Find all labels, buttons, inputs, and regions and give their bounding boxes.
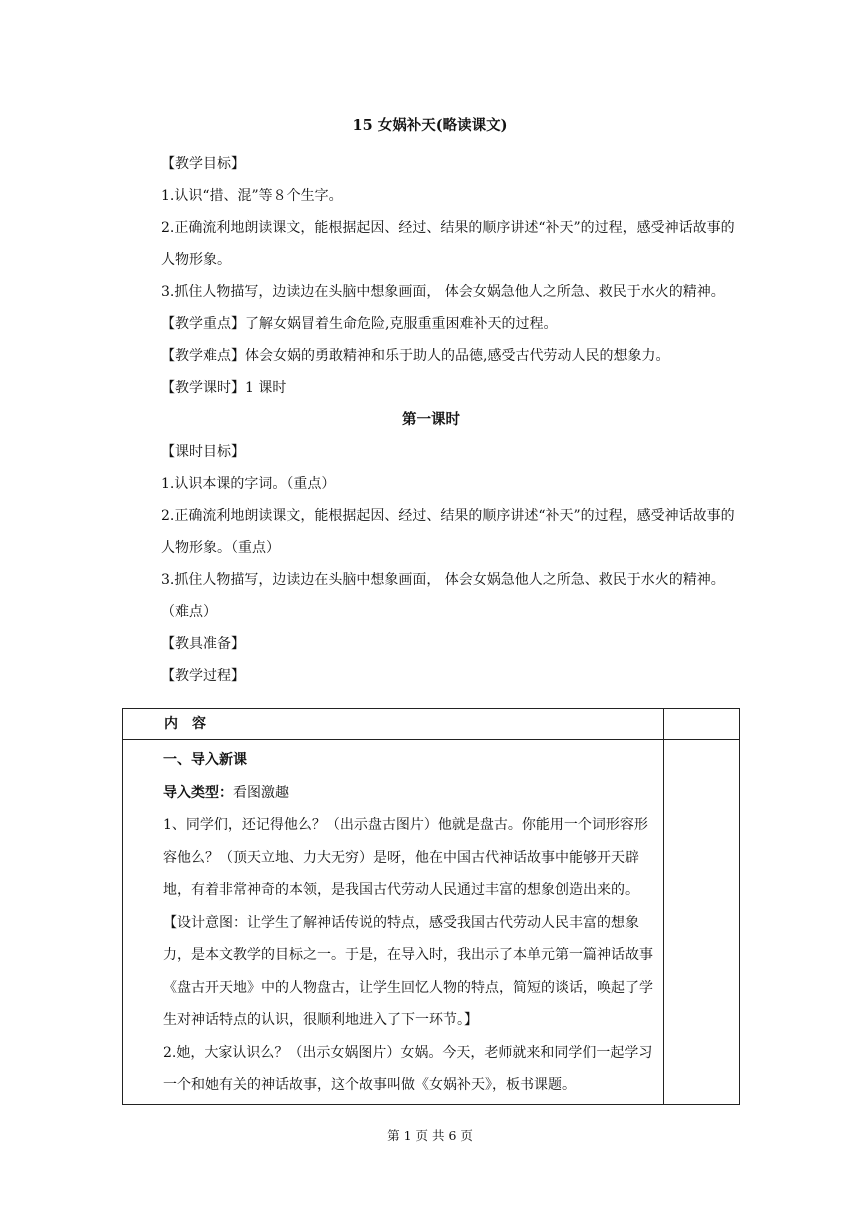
- lesson-objective-item: 1.认识本课的字词。（重点）: [161, 476, 336, 492]
- section-heading: 一、导入新课: [163, 752, 247, 768]
- side-cell: [664, 740, 740, 1105]
- periods: 【教学课时】1 课时: [161, 380, 287, 396]
- page-footer: 第 1 页 共 6 页: [387, 1128, 473, 1143]
- teaching-process-table: [122, 708, 740, 1105]
- import-type-label: 导入类型：: [163, 784, 233, 801]
- document-title: 15 女娲补天(略读课文): [352, 117, 508, 134]
- lesson-title: 第一课时: [402, 411, 460, 428]
- content-cell: [123, 740, 664, 1105]
- objective-item: 3.抓住人物描写，边读边在头脑中想象画面， 体会女娲急他人之所急、救民于水火的精神。: [161, 284, 725, 300]
- design-intent: 【设计意图：让学生了解神话传说的特点，感受我国古代劳动人民丰富的想象力，是本文教学的目标之一。于是，在导入时，我出示了本单元第一篇神话故事《盘古开天地》中的人物盘古，让学生回忆人物的特点，简短的谈话，唤起了学生对神话特点的认识，很顺利地进入了下一环节。】: [163, 914, 653, 1028]
- paragraph: 1、同学们，还记得他么？（出示盘古图片）他就是盘古。你能用一个词形容形容他么？（顶天立地、力大无穷）是呀，他在中国古代神话故事中能够开天辟地，有着非常神奇的本领，是我国古代劳动人民通过丰富的想象创造出来的。: [163, 817, 648, 898]
- lesson-objective-item: 2.正确流利地朗读课文，能根据起因、经过、结果的顺序讲述“补天”的过程，感受神话故事的人物形象。（重点）: [161, 508, 735, 556]
- table-row: [123, 740, 740, 1105]
- paragraph: 2.她，大家认识么？（出示女娲图片）女娲。今天，老师就来和同学们一起学习一个和她有关的神话故事，这个故事叫做《女娲补天》，板书课题。: [163, 1044, 653, 1093]
- import-type: [131, 777, 655, 810]
- header-content-cell: [123, 709, 664, 740]
- lesson-objective-item: 3.抓住人物描写，边读边在头脑中想象画面， 体会女娲急他人之所急、救民于水火的精神。（难点）: [161, 572, 725, 620]
- key-points: 【教学重点】了解女娲冒着生命危险,克服重重困难补天的过程。: [161, 316, 558, 332]
- objective-item: 2.正确流利地朗读课文，能根据起因、经过、结果的顺序讲述“补天”的过程，感受神话故事的人物形象。: [161, 220, 735, 268]
- objectives-heading: 【教学目标】: [161, 156, 245, 172]
- materials-heading: 【教具准备】: [161, 636, 245, 652]
- header-content-label: 内 容: [164, 716, 206, 732]
- difficulties: 【教学难点】体会女娲的勇敢精神和乐于助人的品德,感受古代劳动人民的想象力。: [161, 348, 670, 364]
- lesson-plan-body: [124, 148, 738, 692]
- import-type-value: 看图激趣: [233, 784, 289, 801]
- objective-item: 1.认识“措、混”等８个生字。: [161, 188, 343, 204]
- table-header-row: [123, 709, 740, 740]
- lesson-objectives-heading: 【课时目标】: [161, 444, 245, 460]
- header-side-cell: [664, 709, 740, 740]
- process-heading: 【教学过程】: [161, 668, 245, 684]
